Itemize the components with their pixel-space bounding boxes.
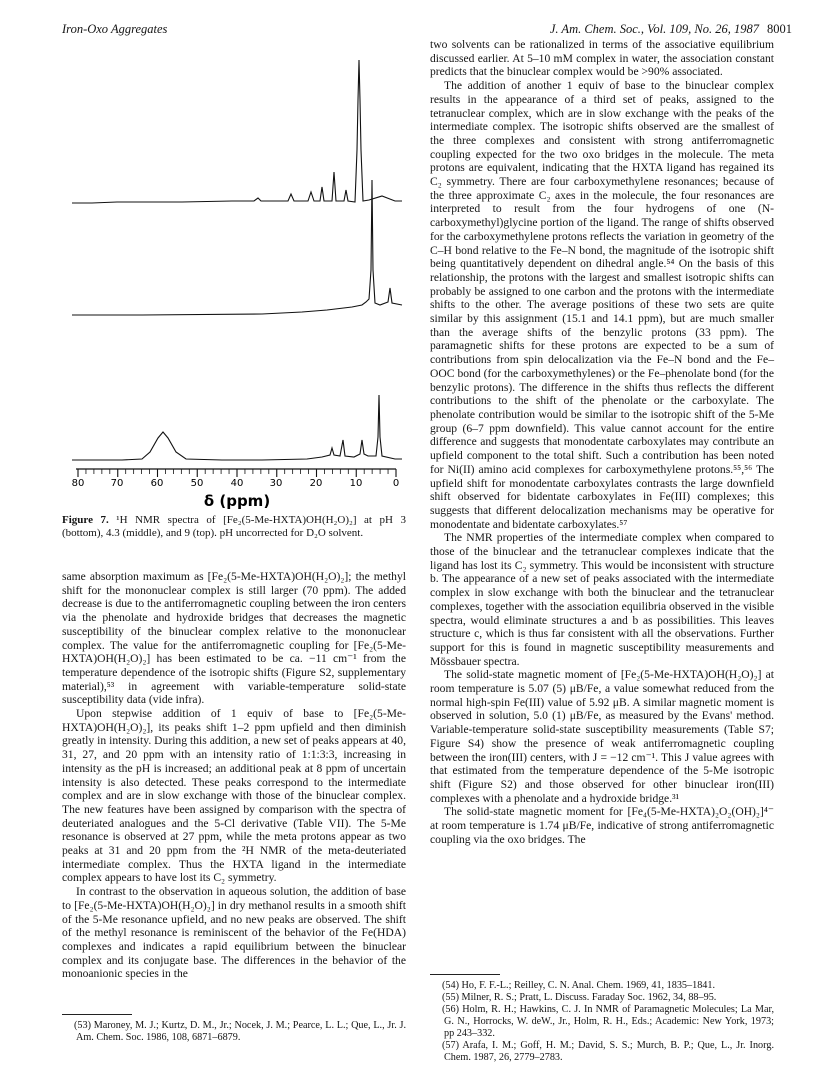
right-footnotes [430,980,774,1064]
caption-text: ¹H NMR spectra of [Fe₂(5-Me-HXTA)OH(H₂O)₂] at pH 3 (bottom), 4.3 (middle), and 9 (top). pH uncorrected for D₂O solvent. [62,514,406,539]
right-column-text [430,38,774,846]
tick-label-10: 10 [349,478,363,489]
spectrum-top [72,60,402,203]
caption-label: Figure 7. [62,514,109,526]
footnote: (57) Arafa, I. M.; Goff, H. M.; David, S. S.; Murch, B. P.; Que, L., Jr. Inorg. Chem. 1987, 26, 2779–2783. [442,1040,774,1063]
x-axis-title: δ (ppm) [203,492,271,510]
left-footnotes [62,1020,406,1044]
figure-caption [62,514,406,540]
spectrum-middle [72,180,402,315]
paragraph: The solid-state magnetic moment of [Fe₂(5-Me-HXTA)OH(H₂O)₂] at room temperature is 5.07 (5) μB/Fe, a value somewhat reduced from the normal high-spin Fe(III) value of 5.92 μB. A similar magnetic moment is observed in solution, 5.0 (1) μB/Fe, as measured by the Evans' method. Variable-temperature solid-state susceptibility measurements (Table S7; Figure S4) show the presence of weak antiferromagnetic coupling between the iron(III) centers, with J = −12 cm⁻¹. This J value agrees with that estimated from the temperature dependence of the 5-Me isotropic shift (Figure S2) and those observed for other binuclear iron(III) complexes with a phenolate and a hydroxide bridge.³¹ [430,668,774,805]
tick-label-50: 50 [190,478,204,489]
running-title: Iron-Oxo Aggregates [62,22,168,36]
footnote-rule [62,1014,132,1015]
paragraph: The addition of another 1 equiv of base to the binuclear complex results in the appearance of a third set of peaks, assigned to the tetranuclear complex, which are in slow exchange with the peaks of the intermediate complex. The isotropic shifts observed are the smallest of the three complexes and consistent with strong antiferromagnetic coupling expected for the two oxo bridges in the molecule. The meta protons are equivalent, indicating that the HXTA ligand has regained its C₂ symmetry. There are four carboxymethylene resonances; because of the three approximate C₂ axes in the molecule, the four resonances are interpreted to result from the four hydrogens of one (N-carboxymethyl)glycine portion of the ligand. The range of shifts observed for the carboxymethylene protons reflects the variation in geometry of the C–H bond relative to the Fe–N bond, the magnitude of the isotropic shift being quantitatively dependent on dihedral angle.⁵⁴ On the basis of this relationship, the protons with the largest and smallest isotropic shifts can probably be assigned to one carbon and the protons with the intermediate shifts to the other. The average positions of these two sets are quite similar by this assignment (15.1 and 14.1 ppm), but are much smaller than the average shifts of the benzylic protons (33 ppm). The paramagnetic shifts for these protons are expected to be a sum of contributions from spin delocalization via the Fe–N bond and the Fe–OOC bond (for the carboxymethylenes) or the Fe–phenolate bond (for the benzylic protons). The difference in the shifts thus reflects the different contributions to the shift of the phenolate or the carboxylate. The phenolate contribution would be similar to the isotropic shift of the 5-Me group (6–7 ppm downfield). This value cannot account for the entire difference and suggests that monodentate carboxylates may contribute an upfield component to the total shift. Such a contribution has been noted for Ni(II) amino acid complexes for carboxymethylene protons.⁵⁵,⁵⁶ The upfield shift for monodentate carboxylates contrasts the large downfield shift observed for bidentate carboxylates in Fe(III) complexes; this suggests that different delocalization mechanisms may be operative for monodentate and bidentate carboxylates.⁵⁷ [430,79,774,531]
paragraph: Upon stepwise addition of 1 equiv of base to [Fe₂(5-Me-HXTA)OH(H₂O)₂], its peaks shift 1–2 ppm upfield and then diminish greatly in intensity. During this addition, a new set of peaks appears at 40, 31, 27, and 20 ppm with an intensity ratio of 1:1:3:3, increasing in intensity as the pH is increased; an additional peak at 8 ppm of uncertain intensity is also detected. These peaks correspond to the intermediate complex and are in slow exchange with those of the binuclear complex. The new features have been assigned by comparison with the spectra of deuteriated analogues and the 5-Cl derivative (Table VII). The 5-Me resonance is observed at 27 ppm, while the meta protons appear as two peaks at 31 and 20 ppm from the ²H NMR of the meta-deuteriated intermediate complex. Thus the HXTA ligand in the intermediate complex appears to have lost its C₂ symmetry. [62,707,406,885]
footnote: (55) Milner, R. S.; Pratt, L. Discuss. Faraday Soc. 1962, 34, 88–95. [442,992,717,1003]
left-column-text [62,570,406,981]
tick-label-40: 40 [230,478,244,489]
tick-label-30: 30 [269,478,283,489]
paragraph: same absorption maximum as [Fe₂(5-Me-HXTA)OH(H₂O)₂]; the methyl shift for the mononuclear complex is still larger (70 ppm). The added decrease is due to the antiferromagnetic coupling between the iron centers via the phenolate and hydroxide bridges that decreases the magnetic susceptibility of the binuclear complex relative to the mononuclear complex. The value for the antiferromagnetic coupling for [Fe₂(5-Me-HXTA)OH(H₂O)₂] has been estimated to be ca. −11 cm⁻¹ from the temperature dependence of the isotropic shifts (Figure S2, supplementary material),⁵³ in agreement with variable-temperature solid-state susceptibility data (vide infra). [62,570,406,707]
journal-citation [550,22,792,37]
tick-label-20: 20 [309,478,323,489]
journal-reference: J. Am. Chem. Soc., Vol. 109, No. 26, 1987 [549,22,759,36]
page-number: 8001 [767,22,792,36]
footnote: (53) Maroney, M. J.; Kurtz, D. M., Jr.; Nocek, J. M.; Pearce, L. L.; Que, L., Jr. J. Am. Chem. Soc. 1986, 108, 6871–6879. [74,1020,406,1043]
spectrum-bottom [72,395,402,460]
footnote: (54) Ho, F. F.-L.; Reilley, C. N. Anal. Chem. 1969, 41, 1835–1841. [442,980,716,991]
paragraph: two solvents can be rationalized in terms of the associative equilibrium discussed earlier. At 5–10 mM complex in water, the association constant predicts that the binuclear complex would be >90% associated. [430,38,774,79]
paragraph: The solid-state magnetic moment for [Fe₄(5-Me-HXTA)₂O₂(OH)₂]⁴⁻ at room temperature is 1.74 μB/Fe, indicative of strong antiferromagnetic coupling via the oxo bridges. The [430,805,774,846]
footnote-rule [430,974,500,975]
footnote: (56) Holm, R. H.; Hawkins, C. J. In NMR of Paramagnetic Molecules; La Mar, G. N., Horrocks, W. deW., Jr., Holm, R. H., Eds.; Academic: New York, 1973; pp 243–332. [442,1004,774,1039]
figure-7 [62,40,406,510]
nmr-spectra-plot [62,40,406,510]
paragraph: In contrast to the observation in aqueous solution, the addition of base to [Fe₂(5-Me-HXTA)OH(H₂O)₂] in dry methanol results in a smooth shift of the 5-Me resonance upfield, and no new peaks are observed. The shift of the methyl resonance is reminiscent of the behavior of the Fe(HDA) complexes and indicates a rapid equilibrium between the binuclear complex and its conjugate base. The differences in the behavior of the monoanionic species in the [62,885,406,981]
tick-label-80: 80 [71,478,85,489]
tick-label-60: 60 [150,478,164,489]
tick-label-0: 0 [392,478,400,489]
paragraph: The NMR properties of the intermediate complex when compared to those of the binuclear and the tetranuclear complexes indicate that the ligand has lost its C₂ symmetry. This would be inconsistent with structure b. The appearance of a new set of peaks associated with the intermediate complex in slow exchange with both the binuclear and the tetranuclear complexes, together with the association equilibria observed in the visible spectra, would eliminate structures a and b as possibilities. This leaves structure c, which is thus far consistent with all the observations. Further support for this is found in magnetic susceptibility measurements and Mössbauer spectra. [430,531,774,668]
tick-label-70: 70 [110,478,124,489]
